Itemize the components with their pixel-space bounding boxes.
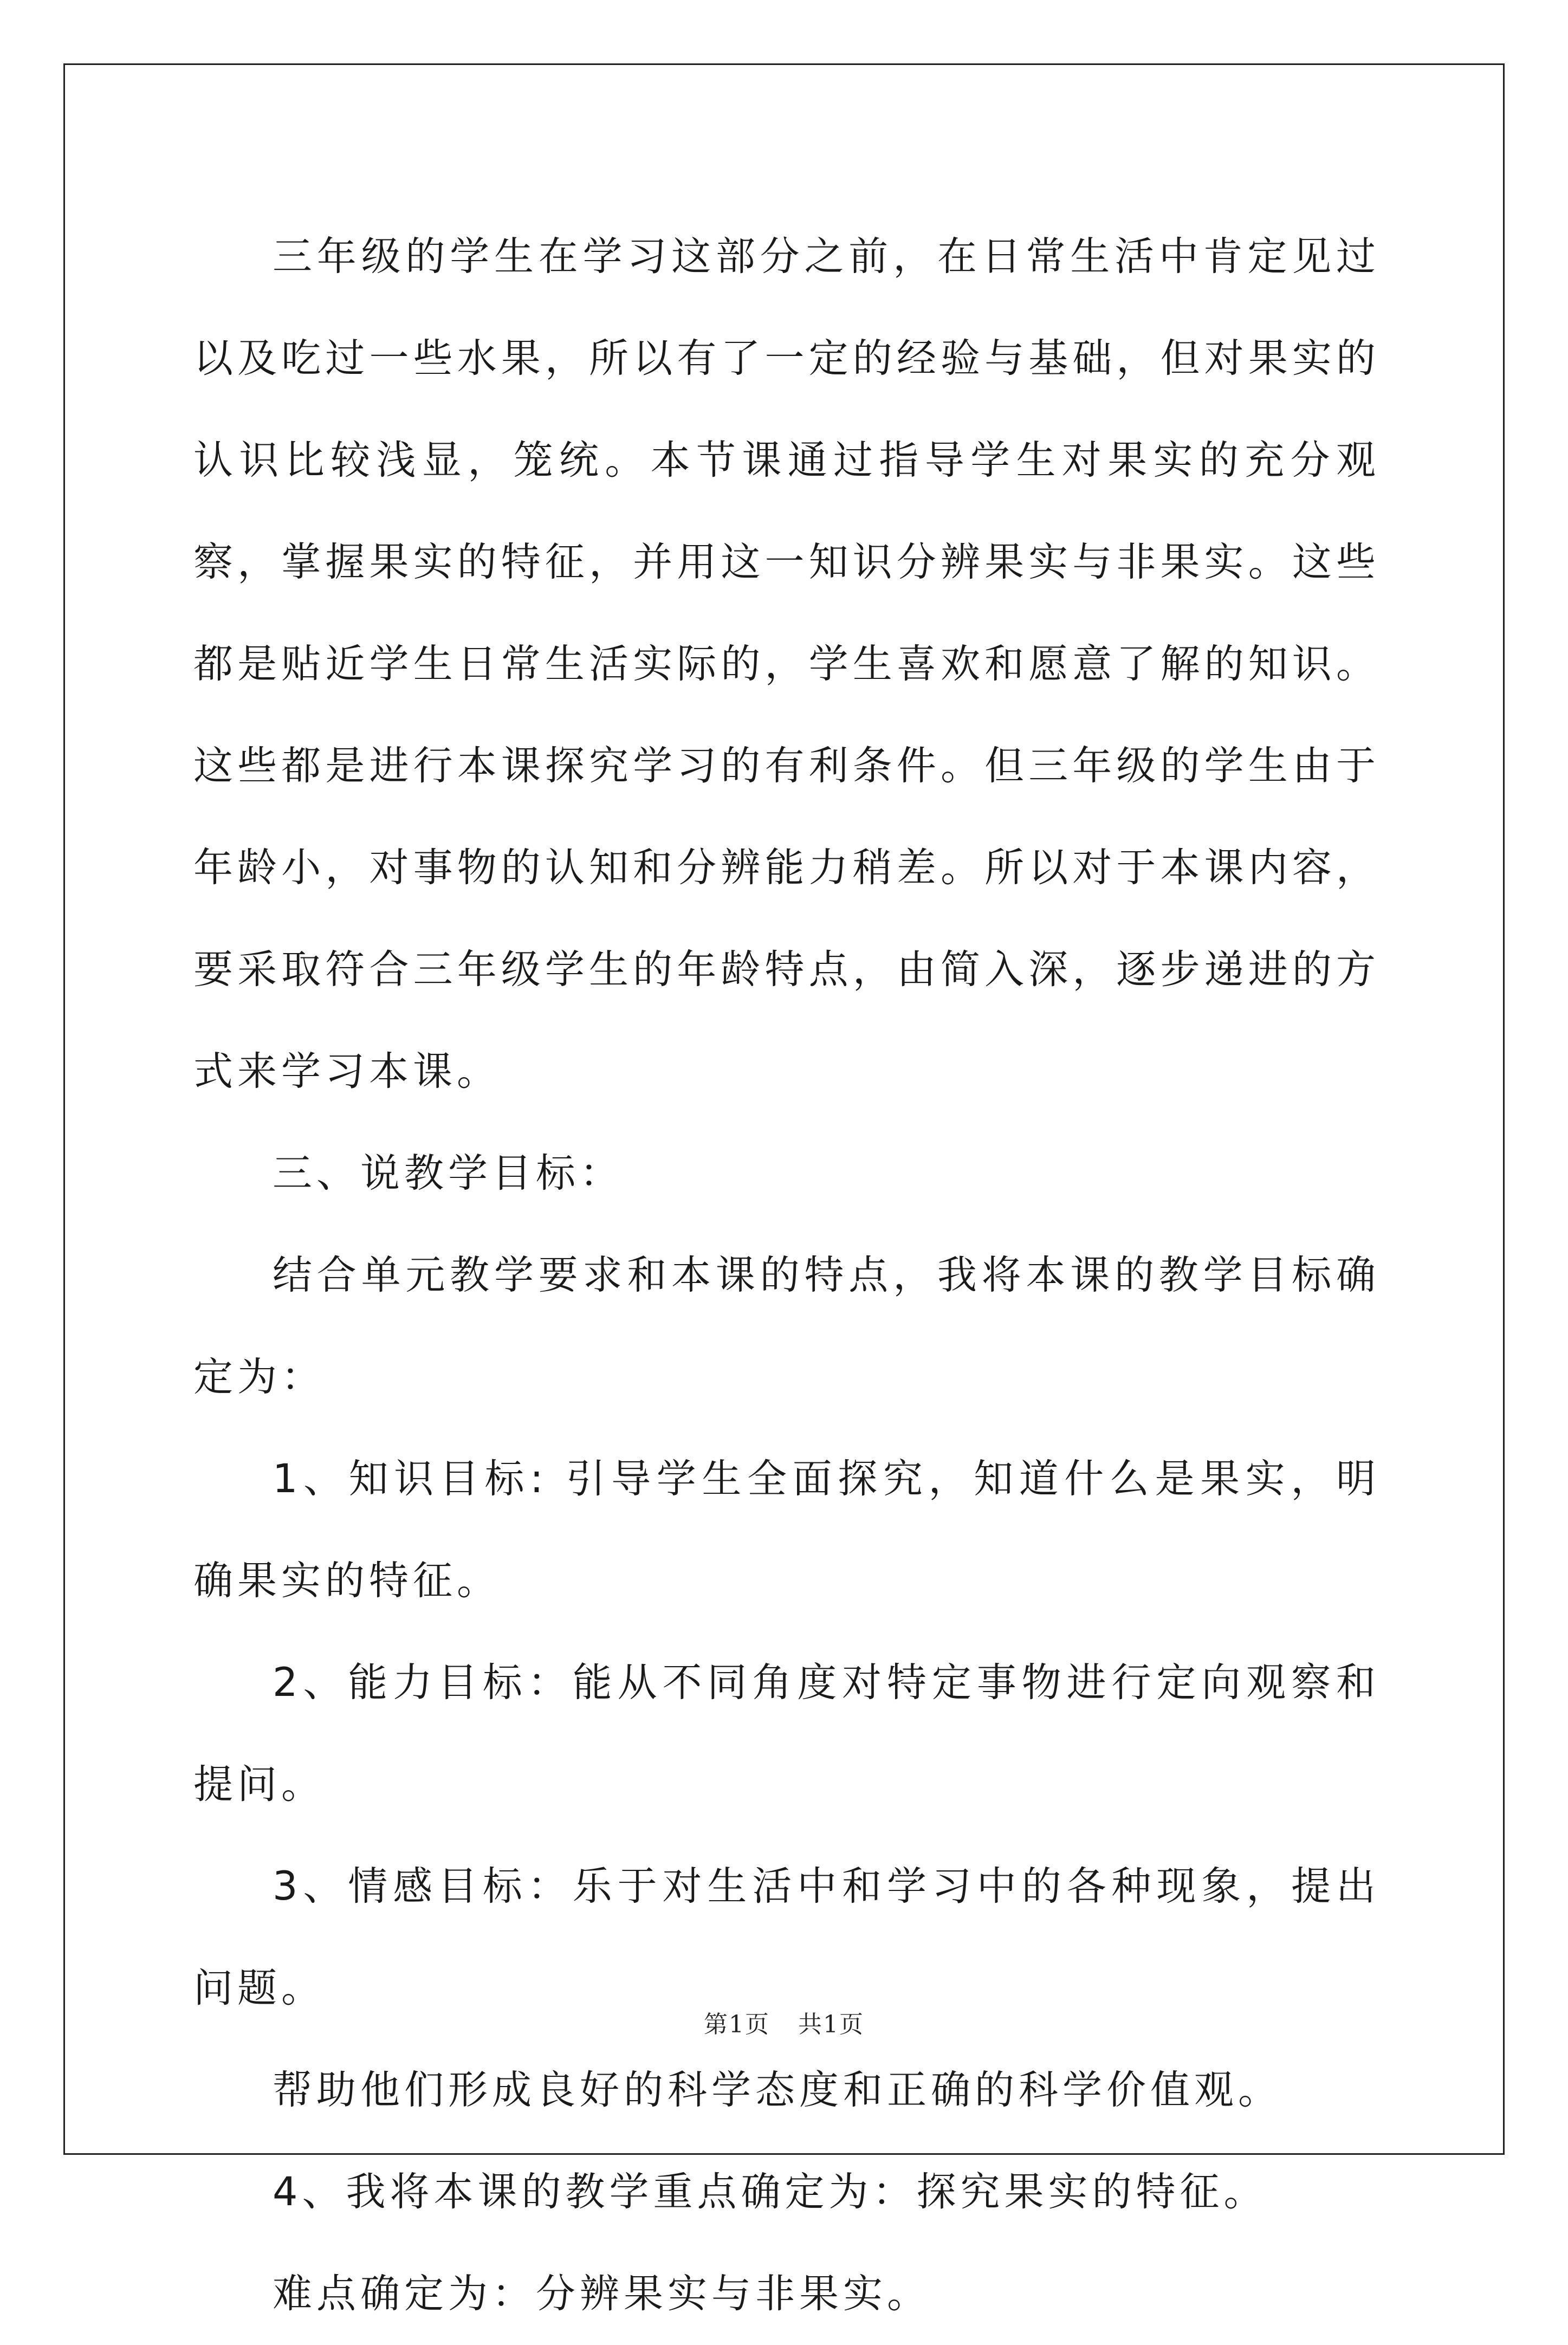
paragraph-emotion-goal: 3、情感目标：乐于对生活中和学习中的各种现象，提出问题。 (193, 1863, 1380, 2011)
paragraph-difficulty: 难点确定为：分辨果实与非果实。 (273, 2271, 931, 2317)
heading-teaching-goals: 三、说教学目标： (273, 1150, 624, 1196)
page-footer (0, 2005, 1568, 2039)
paragraph-ability-goal: 2、能力目标：能从不同角度对特定事物进行定向观察和提问。 (193, 1660, 1380, 1808)
page-total: 共1页 (798, 2011, 864, 2038)
page-number: 第1页 (704, 2011, 770, 2038)
paragraph-student-analysis: 三年级的学生在学习这部分之前，在日常生活中肯定见过以及吃过一些水果，所以有了一定的经验与基础，但对果实的认识比较浅显，笼统。本节课通过指导学生对果实的充分观察，掌握果实的特征，并用这一知识分辨果实与非果实。这些都是贴近学生日常生活实际的，学生喜欢和愿意了解的知识。这些都是进行本课探究学习的有利条件。但三年级的学生由于年龄小，对事物的认知和分辨能力稍差。所以对于本课内容，要采取符合三年级学生的年龄特点，由简入深，逐步递进的方式来学习本课。 (193, 234, 1380, 1094)
paragraph-values: 帮助他们形成良好的科学态度和正确的科学价值观。 (273, 2067, 1282, 2113)
paragraph-knowledge-goal: 1、知识目标: 引导学生全面探究，知道什么是果实，明确果实的特征。 (193, 1456, 1380, 1604)
paragraph-goals-intro: 结合单元教学要求和本课的特点，我将本课的教学目标确定为： (193, 1252, 1380, 1400)
paragraph-key-point: 4、我将本课的教学重点确定为：探究果实的特征。 (273, 2169, 1268, 2215)
